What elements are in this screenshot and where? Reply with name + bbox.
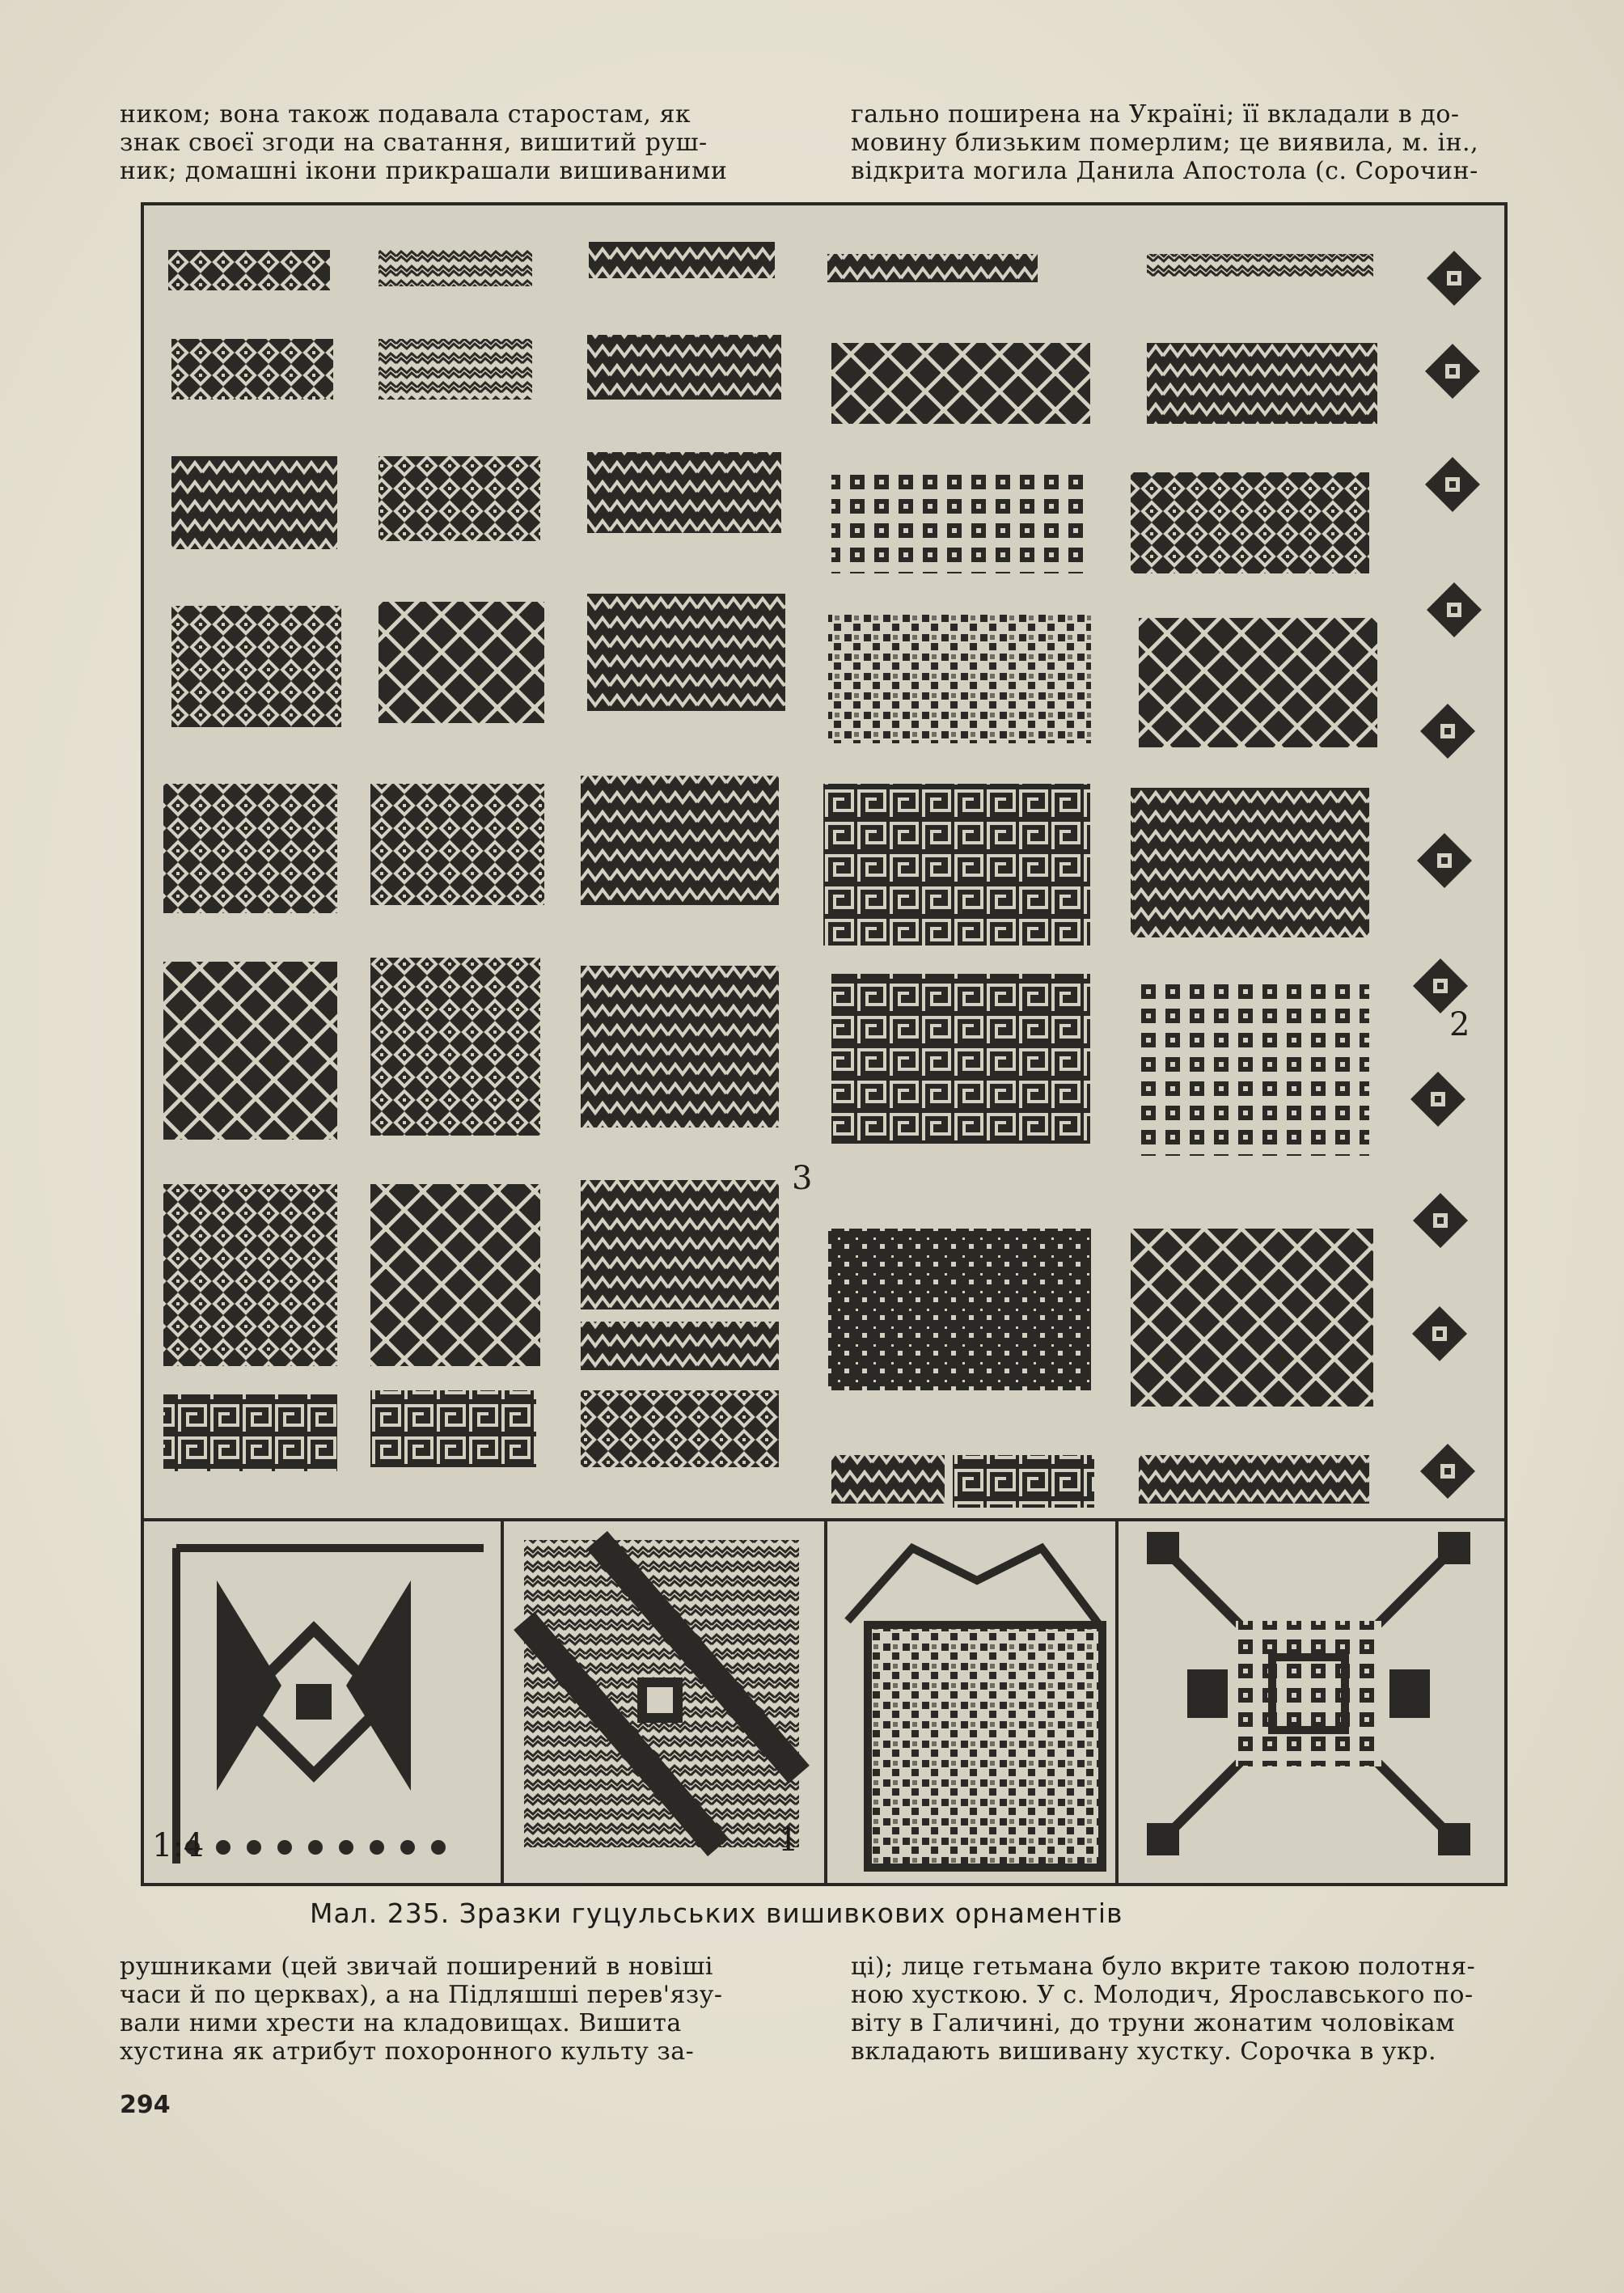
group-label-1: 1	[778, 1821, 799, 1859]
embroidery-swatch	[168, 250, 330, 290]
embroidery-swatch	[831, 343, 1090, 424]
text-column-bottom-left	[120, 1952, 807, 2066]
panel-leaf	[431, 1840, 446, 1855]
embroidery-swatch	[581, 1322, 779, 1370]
embroidery-swatch	[581, 776, 779, 905]
embroidery-swatch	[163, 784, 337, 913]
star-corner	[1147, 1823, 1179, 1855]
text-line: знак своєї згоди на сватання, вишитий руш-	[120, 129, 708, 157]
panel-leaf	[277, 1840, 292, 1855]
motif-dot	[1444, 1468, 1451, 1474]
motif-dot	[1449, 481, 1456, 488]
panel-leaf	[370, 1840, 384, 1855]
star-corner	[1438, 1532, 1470, 1564]
embroidery-swatch	[379, 339, 532, 400]
embroidery-swatch	[823, 784, 1090, 946]
embroidery-swatch	[581, 1180, 779, 1309]
group-label-2: 2	[1449, 1006, 1470, 1043]
embroidery-swatch	[827, 254, 1038, 282]
embroidery-swatch	[828, 614, 1091, 743]
panel-diagonal-bands	[524, 1540, 799, 1847]
embroidery-swatch	[1147, 343, 1377, 424]
embroidery-swatch	[953, 1455, 1094, 1508]
text-line: вкладають вишивану хустку. Сорочка в укр.	[851, 2037, 1437, 2066]
motif-dot	[1437, 1217, 1444, 1224]
text-line: часи й по церквах), а на Підляшші перев'язу-	[120, 1981, 723, 2009]
embroidery-swatch	[379, 250, 532, 286]
text-line: відкрита могила Данила Апостола (с. Сорочин-	[851, 157, 1478, 185]
text-line: рушниками (цей звичай поширений в новіші	[120, 1952, 713, 1981]
text-line: ник; домашні ікони прикрашали вишиваними	[120, 157, 728, 185]
motif-dot	[1451, 275, 1457, 281]
embroidery-swatch	[581, 1390, 779, 1467]
embroidery-swatch	[379, 602, 544, 723]
text-line: хустина як атрибут похоронного культу за-	[120, 2037, 695, 2066]
group-label-3: 3	[792, 1160, 813, 1197]
motif-dot	[1437, 983, 1444, 989]
embroidery-swatch	[589, 242, 775, 278]
embroidery-swatch	[370, 958, 540, 1136]
panel-leaf	[216, 1840, 230, 1855]
embroidery-swatch	[828, 1229, 1091, 1390]
text-line: ці); лице гетьмана було вкрите такою полотня-	[851, 1952, 1476, 1981]
embroidery-swatch	[1131, 788, 1369, 937]
text-column-top-left	[120, 100, 807, 185]
embroidery-swatch	[831, 472, 1090, 573]
star-corner	[1438, 1823, 1470, 1855]
star-side	[1389, 1669, 1430, 1718]
embroidery-swatch	[1139, 1455, 1369, 1504]
embroidery-swatch	[1147, 254, 1373, 277]
text-line: віту в Галичині, до труни жонатим чоловікам	[851, 2009, 1456, 2037]
figure-caption: Мал. 235. Зразки гуцульських вишивкових орнаментів	[310, 1897, 1123, 1929]
embroidery-swatch	[581, 966, 779, 1127]
embroidery-swatch	[370, 1184, 540, 1366]
star-corner	[1147, 1532, 1179, 1564]
embroidery-swatch	[379, 456, 540, 541]
panel-center	[296, 1684, 332, 1720]
embroidery-figure	[141, 202, 1508, 1886]
star-center	[1236, 1621, 1381, 1766]
text-line: мовину близьким померлим; це виявила, м. ін.,	[851, 129, 1479, 157]
embroidery-swatch	[163, 962, 337, 1140]
panel-fill	[868, 1625, 1102, 1868]
text-line: вали ними хрести на кладовищах. Вишита	[120, 2009, 682, 2037]
text-column-top-right	[851, 100, 1542, 185]
embroidery-swatch	[1131, 1229, 1373, 1407]
embroidery-swatch	[831, 974, 1090, 1144]
scale-label: 1:4	[152, 1827, 205, 1864]
motif-dot	[1441, 857, 1448, 864]
embroidery-swatch	[587, 335, 781, 400]
embroidery-swatch	[370, 784, 544, 905]
panel-leaf	[308, 1840, 323, 1855]
embroidery-plate	[144, 205, 1504, 1883]
embroidery-swatch	[1131, 472, 1369, 573]
panel-leaf	[247, 1840, 261, 1855]
motif-dot	[1435, 1096, 1441, 1102]
page-number: 294	[120, 2091, 171, 2119]
embroidery-swatch	[1139, 982, 1369, 1156]
text-line: ною хусткою. У с. Молодич, Ярославського по-	[851, 1981, 1474, 2009]
motif-dot	[1451, 607, 1457, 613]
motif-dot	[1444, 728, 1451, 734]
embroidery-swatch	[171, 606, 341, 727]
panel-center-inner	[647, 1687, 673, 1713]
embroidery-swatch	[831, 1455, 945, 1504]
embroidery-swatch	[1139, 618, 1377, 747]
text-line: ником; вона також подавала старостам, як	[120, 100, 691, 129]
motif-dot	[1436, 1331, 1443, 1337]
text-line: гально поширена на Україні; її вкладали в до-	[851, 100, 1460, 129]
embroidery-swatch	[370, 1390, 536, 1467]
embroidery-swatch	[163, 1394, 337, 1471]
embroidery-swatch	[171, 456, 337, 549]
motif-dot	[1449, 368, 1456, 374]
star-side	[1187, 1669, 1228, 1718]
embroidery-swatch	[587, 452, 781, 533]
panel-leaf	[339, 1840, 353, 1855]
panel-leaf	[400, 1840, 415, 1855]
embroidery-swatch	[163, 1184, 337, 1366]
text-column-bottom-right	[851, 1952, 1542, 2066]
embroidery-swatch	[171, 339, 333, 400]
embroidery-swatch	[587, 594, 785, 711]
